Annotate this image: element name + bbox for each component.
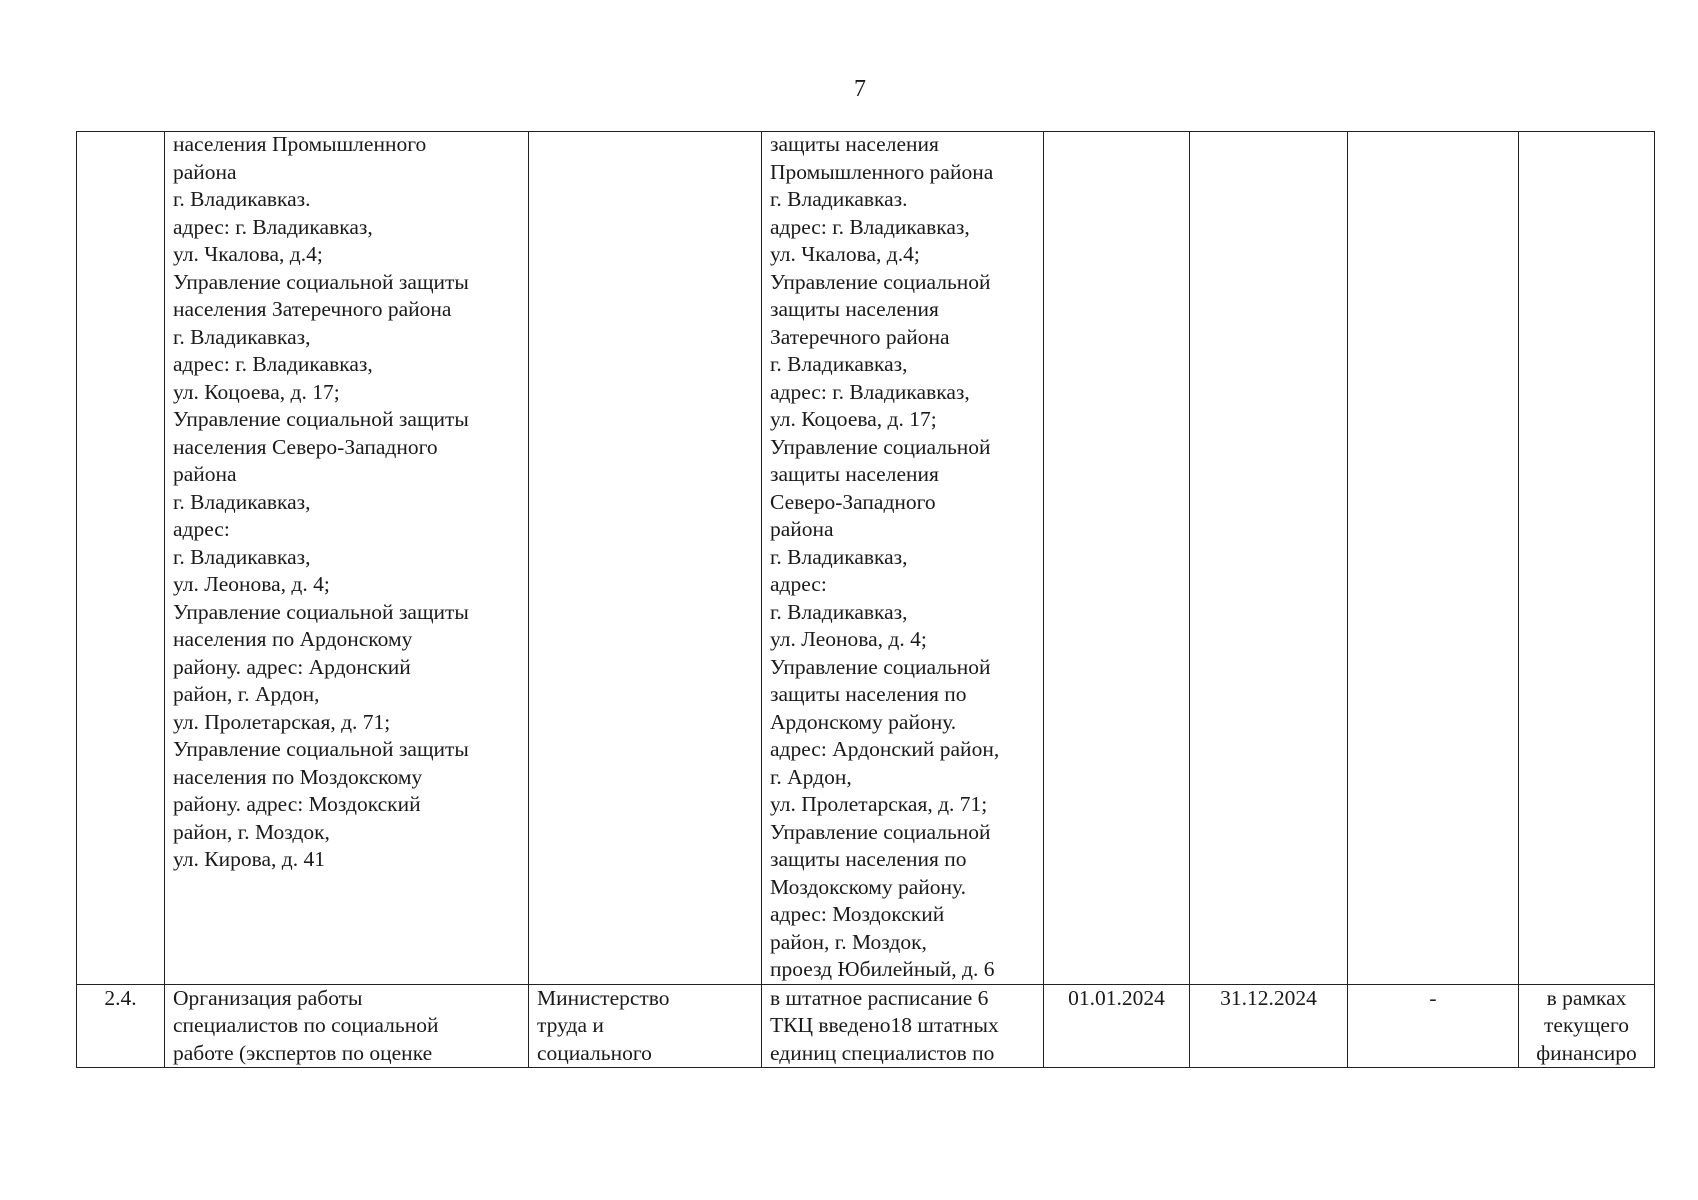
row-number: 2.4.: [104, 985, 137, 1010]
cell-start-date: [1044, 984, 1190, 1068]
table-row-continuation: [77, 132, 1655, 985]
cell-extra: [1348, 984, 1519, 1068]
funding-text: в рамках текущего финансиро: [1536, 985, 1637, 1065]
cell-start-date: [1044, 132, 1190, 985]
cell-event-text: населения Промышленного района г. Владикавказ. адрес: г. Владикавказ, ул. Чкалова, д.4; Управление социальной защиты населения Затеречного района г. Владикавказ, адрес: г. Владикавказ, ул. Коцоева, д. 17; Управление социальной защиты населения Северо-Западного района г. Владикавказ, адрес: г. Владикавказ, ул. Леонова, д. 4; Управление социальной защиты населения по Ардонскому району. адрес: Ардонский район, г. Ардон, ул. Пролетарская, д. 71; Управление социальной защиты населения по Моздокскому району. адрес: Моздокский район, г. Моздок, ул. Кирова, д. 41: [173, 132, 469, 871]
cell-responsible: [529, 132, 762, 985]
table-row-2-4: [77, 984, 1655, 1068]
cell-number: [77, 132, 165, 985]
cell-result: [762, 984, 1044, 1068]
cell-event: [165, 132, 529, 985]
cell-end-date: [1190, 984, 1348, 1068]
extra-value: -: [1429, 985, 1437, 1010]
cell-responsible: [529, 984, 762, 1068]
start-date: 01.01.2024: [1068, 985, 1165, 1010]
cell-result-text: защиты населения Промышленного района г. Владикавказ. адрес: г. Владикавказ, ул. Чкалова, д.4; Управление социальной защиты населения Затеречного района г. Владикавказ, адрес: г. Владикавказ, ул. Коцоева, д. 17; Управление социальной защиты населения Северо-Западного района г. Владикавказ, адрес: г. Владикавказ, ул. Леонова, д. 4; Управление социальной защиты населения по Ардонскому району. адрес: Ардонский район, г. Ардон, ул. Пролетарская, д. 71; Управление социальной защиты населения по Моздокскому району. адрес: Моздокский район, г. Моздок, проезд Юбилейный, д. 6: [770, 132, 1000, 981]
cell-number: [77, 984, 165, 1068]
measures-table: [76, 131, 1655, 1068]
cell-responsible-text: Министерство труда и социального: [537, 985, 670, 1065]
cell-result-text: в штатное расписание 6 ТКЦ введено18 штатных единиц специалистов по: [770, 985, 999, 1065]
cell-event-text: Организация работы специалистов по социальной работе (экспертов по оценке: [173, 985, 439, 1065]
cell-funding: [1519, 984, 1655, 1068]
cell-event: [165, 984, 529, 1068]
page-number: 7: [854, 76, 866, 102]
end-date: 31.12.2024: [1220, 985, 1317, 1010]
cell-funding: [1519, 132, 1655, 985]
cell-end-date: [1190, 132, 1348, 985]
cell-result: [762, 132, 1044, 985]
cell-extra: [1348, 132, 1519, 985]
